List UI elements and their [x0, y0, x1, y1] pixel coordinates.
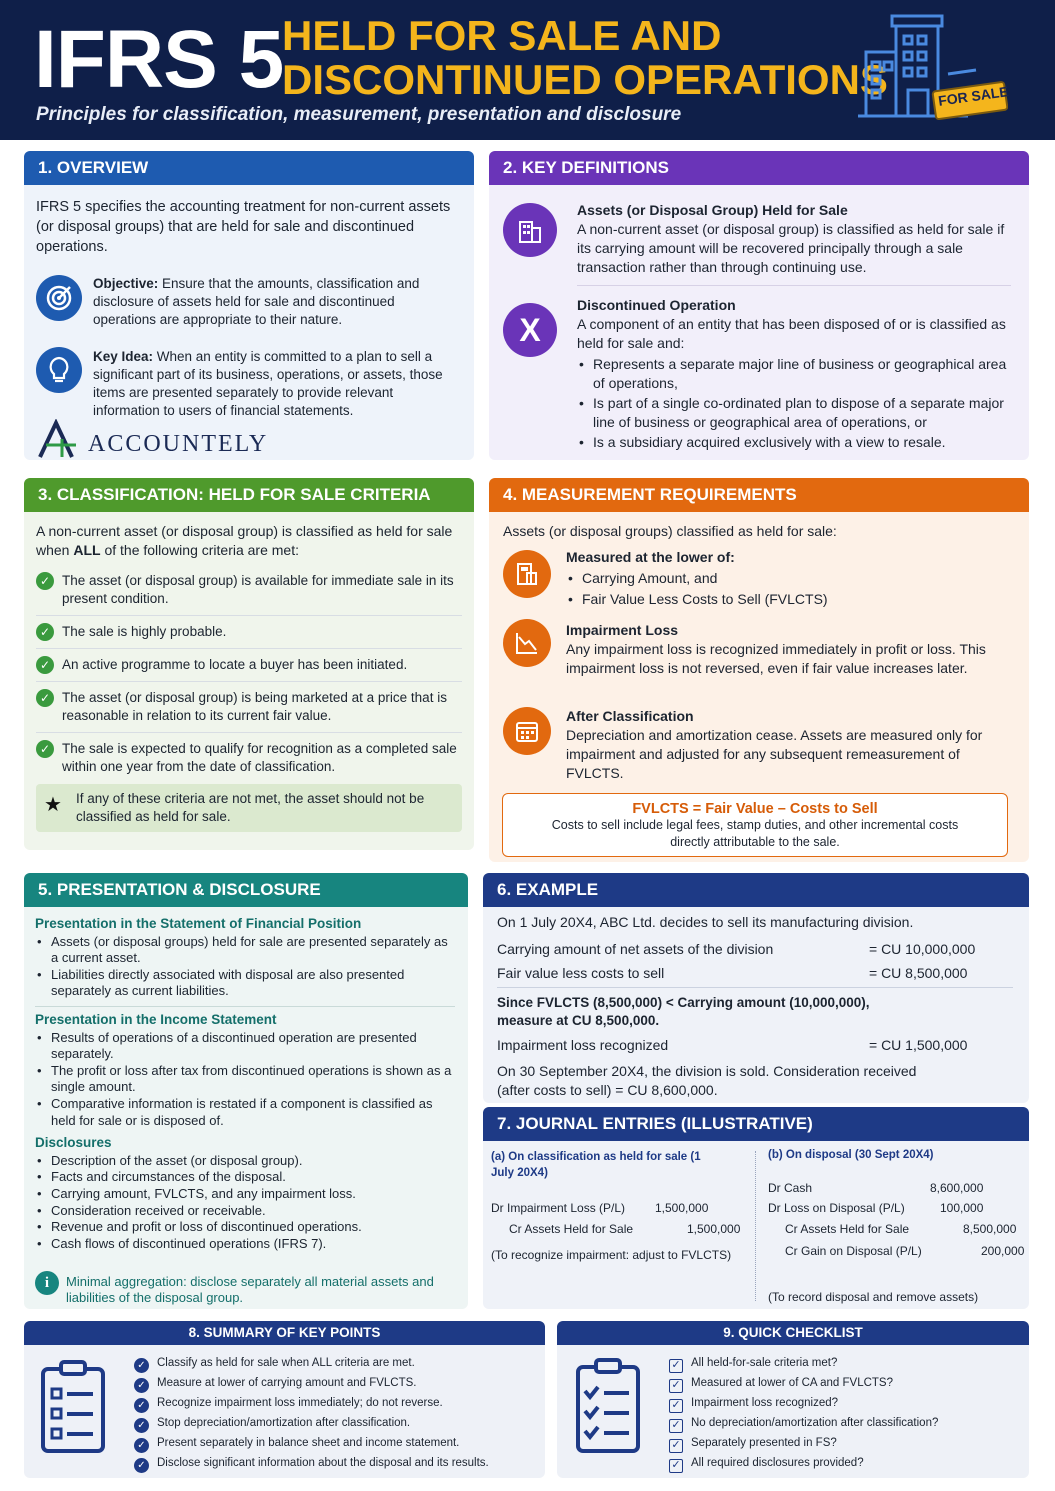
journal-row: Cr Assets Held for Sale 8,500,000 [785, 1222, 1017, 1236]
disclosure-bullet: • Description of the asset (or disposal group). [35, 1153, 455, 1170]
summary-item: ✓ Present separately in balance sheet and income statement. [134, 1433, 539, 1453]
divider [577, 285, 1011, 286]
checkbox-icon: ✓ [669, 1459, 683, 1473]
is-bullet: • Comparative information is restated if a component is classified as held for sale or is disposed of. [35, 1096, 455, 1129]
summary-item: ✓ Recognize impairment loss immediately; do not reverse. [134, 1393, 539, 1413]
classification-panel [24, 478, 474, 850]
checkbox-icon: ✓ [669, 1379, 683, 1393]
declining-chart-icon [503, 619, 551, 667]
summary-item: ✓ Disclose significant information about the disposal and its results. [134, 1453, 539, 1473]
standard-code: IFRS 5 [34, 14, 284, 105]
check-circle-icon: ✓ [134, 1458, 149, 1473]
sfp-bullet: • Liabilities directly associated with disposal are also presented separately as current liabilities. [35, 967, 455, 1000]
journal-a-title: (a) On classification as held for sale (1 July 20X4) [491, 1151, 701, 1179]
journal-row: Cr Assets Held for Sale 1,500,000 [509, 1222, 741, 1236]
checklist-item: ✓ Impairment loss recognized? [669, 1393, 1024, 1413]
title-line-2: DISCONTINUED OPERATIONS [282, 56, 888, 103]
impairment-title: Impairment Loss [566, 622, 679, 638]
disclosure-bullet: • Carrying amount, FVLCTS, and any impairment loss. [35, 1186, 455, 1203]
after-classification-title: After Classification [566, 708, 694, 724]
criterion-row: ✓ The asset (or disposal group) is available for immediate sale in its present condition. [36, 570, 462, 616]
presentation-heading: 5. PRESENTATION & DISCLOSURE [24, 873, 468, 907]
journal-row: Cr Gain on Disposal (P/L) 200,000 [785, 1244, 1025, 1258]
def1-text: A non-current asset (or disposal group) is classified as held for sale if its carrying amount will be recovered principally through a sale transaction rather than through continuing use. [577, 221, 1005, 275]
measurement-panel [489, 478, 1029, 862]
check-circle-icon: ✓ [134, 1418, 149, 1433]
classification-intro: A non-current asset (or disposal group) is classified as held for sale when ALL of the following criteria are met: [36, 523, 453, 558]
accountely-logo-text: ACCOUNTELY [88, 431, 269, 457]
checkmark-icon: ✓ [36, 623, 54, 641]
divider [755, 1151, 756, 1301]
presentation-panel [24, 873, 468, 1309]
checklist-item: ✓ All required disclosures provided? [669, 1453, 1024, 1473]
checkbox-icon: ✓ [669, 1399, 683, 1413]
disclosure-bullet: • Consideration received or receivable. [35, 1203, 455, 1220]
criterion-row: ✓ The sale is expected to qualify for recognition as a completed sale within one year from the date of classification. [36, 733, 462, 783]
cancel-x-icon: X [503, 303, 557, 357]
summary-item: ✓ Classify as held for sale when ALL criteria are met. [134, 1353, 539, 1373]
objective-label: Objective: [93, 276, 159, 291]
journal-row: Dr Cash 8,600,000 [768, 1181, 984, 1195]
page-subtitle: Principles for classification, measurement, presentation and disclosure [36, 104, 682, 125]
checkmark-icon: ✓ [36, 572, 54, 590]
measurement-intro: Assets (or disposal groups) classified as held for sale: [503, 523, 837, 539]
journal-b-note: (To record disposal and remove assets) [768, 1290, 979, 1304]
def1-title: Assets (or Disposal Group) Held for Sale [577, 202, 848, 218]
title-line-1: HELD FOR SALE AND [282, 12, 722, 59]
info-icon: i [35, 1271, 59, 1295]
definitions-panel [489, 151, 1029, 460]
sfp-title: Presentation in the Statement of Financial Position [35, 916, 362, 931]
journal-row: Dr Loss on Disposal (P/L) 100,000 [768, 1201, 984, 1215]
divider [35, 1006, 455, 1007]
classification-heading: 3. CLASSIFICATION: HELD FOR SALE CRITERIA [24, 478, 474, 512]
journal-panel [483, 1107, 1029, 1309]
fvlcts-formula: FVLCTS = Fair Value – Costs to Sell [632, 801, 878, 817]
sfp-bullet: • Assets (or disposal groups) held for sale are presented separately as a current asset. [35, 934, 455, 967]
presentation-note: Minimal aggregation: disclose separately all material assets and liabilities of the disposal group. [66, 1274, 434, 1305]
checkmark-icon: ✓ [36, 656, 54, 674]
overview-intro: IFRS 5 specifies the accounting treatment for non-current assets (or disposal groups) that are held for sale and discontinued operations. [36, 199, 451, 255]
check-circle-icon: ✓ [134, 1438, 149, 1453]
checklist-item: ✓ No depreciation/amortization after classification? [669, 1413, 1024, 1433]
criterion-row: ✓ An active programme to locate a buyer has been initiated. [36, 649, 462, 682]
checkbox-icon: ✓ [669, 1419, 683, 1433]
target-icon [36, 275, 82, 321]
example-outro: On 30 September 20X4, the division is sold. Consideration received (after costs to sell) = CU 8,600,000. [497, 1063, 917, 1098]
checklist-item: ✓ Separately presented in FS? [669, 1433, 1024, 1453]
is-title: Presentation in the Income Statement [35, 1011, 277, 1027]
lightbulb-icon [36, 347, 82, 393]
accountely-logo-icon [36, 419, 88, 459]
divider [497, 987, 1013, 988]
summary-heading: 8. SUMMARY OF KEY POINTS [24, 1321, 545, 1345]
checkbox-icon: ✓ [669, 1439, 683, 1453]
page-title [282, 14, 888, 102]
disclosure-bullet: • Cash flows of discontinued operations (IFRS 7). [35, 1236, 455, 1253]
overview-heading: 1. OVERVIEW [24, 151, 474, 185]
example-panel [483, 873, 1029, 1103]
measure-bullet: • Fair Value Less Costs to Sell (FVLCTS) [566, 589, 1006, 610]
checkmark-icon: ✓ [36, 689, 54, 707]
check-circle-icon: ✓ [134, 1398, 149, 1413]
for-sale-sign: FOR SALE [937, 83, 1010, 109]
def2-bullet: • Represents a separate major line of business or geographical area of operations, [577, 355, 1013, 393]
checkbox-icon: ✓ [669, 1359, 683, 1373]
clipboard-list-icon [38, 1359, 108, 1455]
journal-a-note: (To recognize impairment: adjust to FVLCTS) [491, 1248, 732, 1262]
def2-bullet: • Is a subsidiary acquired exclusively with a view to resale. [577, 433, 1013, 452]
overview-panel [24, 151, 474, 460]
example-row: Carrying amount of net assets of the division = CU 10,000,000 [497, 941, 976, 957]
journal-heading: 7. JOURNAL ENTRIES (ILLUSTRATIVE) [483, 1107, 1029, 1141]
summary-item: ✓ Stop depreciation/amortization after classification. [134, 1413, 539, 1433]
star-icon: ★ [44, 794, 62, 816]
fvlcts-explanation: Costs to sell include legal fees, stamp duties, and other incremental costs directly attributable to the sale. [551, 818, 959, 849]
measure-title: Measured at the lower of: [566, 549, 735, 565]
criterion-row: ✓ The asset (or disposal group) is being marketed at a price that is reasonable in relation to its current fair value. [36, 682, 462, 733]
after-classification-text: Depreciation and amortization cease. Assets are measured only for impairment and adjusted for any subsequent remeasurement of FVLCTS. [566, 727, 983, 781]
disclosure-bullet: • Revenue and profit or loss of discontinued operations. [35, 1219, 455, 1236]
checklist-item: ✓ All held-for-sale criteria met? [669, 1353, 1024, 1373]
example-row: Fair value less costs to sell = CU 8,500,000 [497, 965, 968, 981]
objective-text: Objective: Ensure that the amounts, classification and disclosure of assets held for sale and discontinued operations are appropriate to their nature. [93, 276, 420, 327]
def2-title: Discontinued Operation [577, 297, 736, 313]
def2-text: A component of an entity that has been disposed of or is classified as held for sale and: [577, 316, 1006, 351]
check-circle-icon: ✓ [134, 1378, 149, 1393]
calculator-icon [503, 550, 551, 598]
journal-row: Dr Impairment Loss (P/L) 1,500,000 [491, 1201, 709, 1215]
summary-item: ✓ Measure at lower of carrying amount and FVLCTS. [134, 1373, 539, 1393]
classification-note: If any of these criteria are not met, the asset should not be classified as held for sale. [76, 791, 425, 824]
is-bullet: • The profit or loss after tax from discontinued operations is shown as a single amount. [35, 1063, 455, 1096]
measurement-heading: 4. MEASUREMENT REQUIREMENTS [489, 478, 1029, 512]
checklist-panel [557, 1321, 1029, 1478]
criterion-row: ✓ The sale is highly probable. [36, 616, 462, 649]
calendar-icon [503, 707, 551, 755]
keyidea-text: Key Idea: When an entity is committed to a plan to sell a significant part of its business, operations, or assets, those items are presented separately to provide relevant information to users of financial statements. [93, 349, 443, 418]
disclosure-bullet: • Facts and circumstances of the disposal. [35, 1169, 455, 1186]
check-circle-icon: ✓ [134, 1358, 149, 1373]
journal-b-title: (b) On disposal (30 Sept 20X4) [768, 1149, 934, 1161]
fvlcts-formula-box [502, 793, 1008, 857]
example-row: Impairment loss recognized = CU 1,500,000 [497, 1037, 968, 1053]
example-heading: 6. EXAMPLE [483, 873, 1029, 907]
building-icon [503, 203, 557, 257]
checklist-heading: 9. QUICK CHECKLIST [557, 1321, 1029, 1345]
classification-note-box [36, 784, 462, 832]
measure-bullet: • Carrying Amount, and [566, 568, 1006, 589]
is-bullet: • Results of operations of a discontinued operation are presented separately. [35, 1030, 455, 1063]
checklist-item: ✓ Measured at lower of CA and FVLCTS? [669, 1373, 1024, 1393]
keyidea-label: Key Idea: [93, 349, 154, 364]
example-intro: On 1 July 20X4, ABC Ltd. decides to sell its manufacturing division. [497, 914, 914, 930]
building-for-sale-icon [858, 12, 1008, 124]
disclosures-title: Disclosures [35, 1135, 112, 1151]
summary-panel [24, 1321, 545, 1478]
example-conclusion: Since FVLCTS (8,500,000) < Carrying amount (10,000,000), measure at CU 8,500,000. [497, 995, 870, 1028]
impairment-text: Any impairment loss is recognized immediately in profit or loss. This impairment loss is not reversed, even if fair value increases later. [566, 641, 986, 676]
checkmark-icon: ✓ [36, 740, 54, 758]
def2-bullet: • Is part of a single co-ordinated plan to dispose of a separate major line of business or geographical area of operations, or [577, 394, 1013, 432]
definitions-heading: 2. KEY DEFINITIONS [489, 151, 1029, 185]
clipboard-check-icon [573, 1357, 643, 1455]
